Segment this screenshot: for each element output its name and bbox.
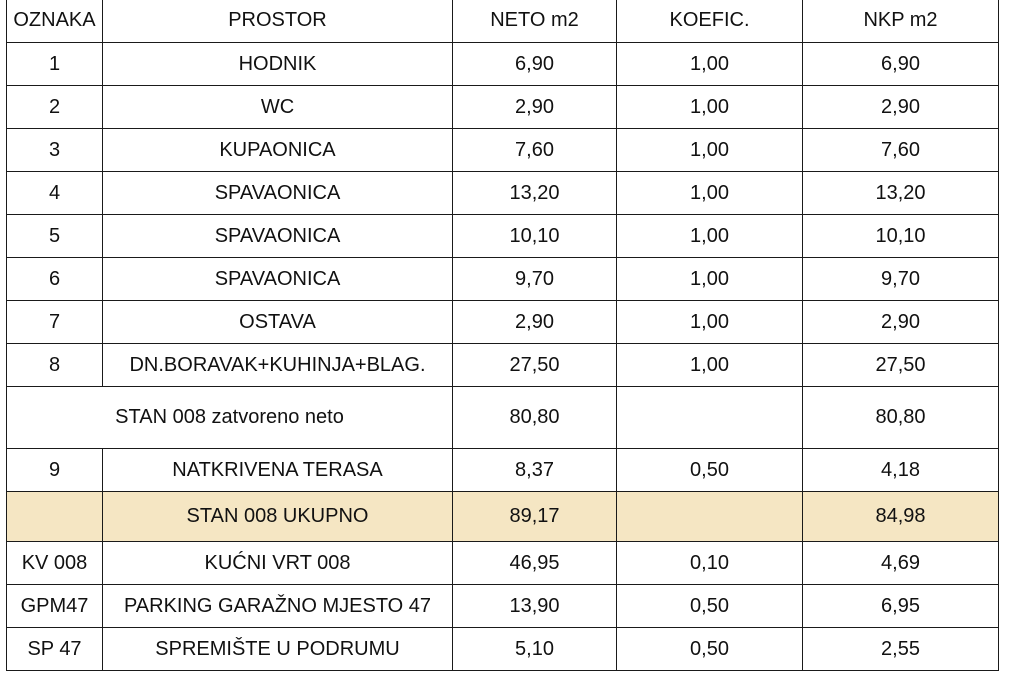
subtotal-koef-empty xyxy=(617,387,803,449)
cell-neto: 7,60 xyxy=(453,129,617,172)
cell-nkp: 4,18 xyxy=(803,449,999,492)
cell-neto: 10,10 xyxy=(453,215,617,258)
cell-nkp: 4,69 xyxy=(803,542,999,585)
cell-nkp: 7,60 xyxy=(803,129,999,172)
table-row xyxy=(7,301,999,344)
cell-prostor: PARKING GARAŽNO MJESTO 47 xyxy=(103,585,453,628)
cell-oznaka: GPM47 xyxy=(7,585,103,628)
total-label: STAN 008 UKUPNO xyxy=(103,492,453,542)
table-header-row xyxy=(7,0,999,43)
table-row xyxy=(7,628,999,671)
cell-nkp: 9,70 xyxy=(803,258,999,301)
cell-oznaka: 5 xyxy=(7,215,103,258)
cell-nkp: 2,55 xyxy=(803,628,999,671)
subtotal-neto: 80,80 xyxy=(453,387,617,449)
cell-neto: 2,90 xyxy=(453,301,617,344)
cell-neto: 13,20 xyxy=(453,172,617,215)
terrace-row xyxy=(7,449,999,492)
table-row xyxy=(7,86,999,129)
header-oznaka: OZNAKA xyxy=(7,0,103,43)
cell-prostor: SPREMIŠTE U PODRUMU xyxy=(103,628,453,671)
cell-koef: 1,00 xyxy=(617,86,803,129)
cell-neto: 9,70 xyxy=(453,258,617,301)
area-table xyxy=(6,0,999,671)
cell-prostor: KUĆNI VRT 008 xyxy=(103,542,453,585)
table-row xyxy=(7,43,999,86)
header-koef: KOEFIC. xyxy=(617,0,803,43)
cell-prostor: HODNIK xyxy=(103,43,453,86)
cell-nkp: 6,95 xyxy=(803,585,999,628)
header-prostor: PROSTOR xyxy=(103,0,453,43)
cell-oznaka: 4 xyxy=(7,172,103,215)
total-nkp: 84,98 xyxy=(803,492,999,542)
cell-nkp: 27,50 xyxy=(803,344,999,387)
cell-koef: 1,00 xyxy=(617,258,803,301)
cell-prostor: SPAVAONICA xyxy=(103,215,453,258)
cell-neto: 2,90 xyxy=(453,86,617,129)
cell-prostor: DN.BORAVAK+KUHINJA+BLAG. xyxy=(103,344,453,387)
cell-neto: 6,90 xyxy=(453,43,617,86)
table-row xyxy=(7,258,999,301)
cell-koef: 1,00 xyxy=(617,215,803,258)
cell-koef: 1,00 xyxy=(617,344,803,387)
total-row xyxy=(7,492,999,542)
cell-oznaka: 3 xyxy=(7,129,103,172)
cell-prostor: SPAVAONICA xyxy=(103,172,453,215)
table-row xyxy=(7,129,999,172)
cell-neto: 27,50 xyxy=(453,344,617,387)
table-row xyxy=(7,344,999,387)
subtotal-row xyxy=(7,387,999,449)
cell-nkp: 2,90 xyxy=(803,86,999,129)
cell-oznaka: 6 xyxy=(7,258,103,301)
subtotal-nkp: 80,80 xyxy=(803,387,999,449)
cell-koef: 1,00 xyxy=(617,43,803,86)
cell-prostor: NATKRIVENA TERASA xyxy=(103,449,453,492)
cell-oznaka: 7 xyxy=(7,301,103,344)
header-neto: NETO m2 xyxy=(453,0,617,43)
cell-neto: 46,95 xyxy=(453,542,617,585)
cell-koef: 1,00 xyxy=(617,129,803,172)
total-oznaka-empty xyxy=(7,492,103,542)
cell-koef: 1,00 xyxy=(617,172,803,215)
total-neto: 89,17 xyxy=(453,492,617,542)
cell-oznaka: 1 xyxy=(7,43,103,86)
cell-neto: 8,37 xyxy=(453,449,617,492)
cell-koef: 0,50 xyxy=(617,585,803,628)
cell-nkp: 6,90 xyxy=(803,43,999,86)
cell-prostor: WC xyxy=(103,86,453,129)
cell-oznaka: 2 xyxy=(7,86,103,129)
table-row xyxy=(7,585,999,628)
cell-koef: 0,50 xyxy=(617,628,803,671)
cell-nkp: 2,90 xyxy=(803,301,999,344)
cell-neto: 5,10 xyxy=(453,628,617,671)
cell-prostor: SPAVAONICA xyxy=(103,258,453,301)
cell-oznaka: 9 xyxy=(7,449,103,492)
cell-nkp: 10,10 xyxy=(803,215,999,258)
cell-nkp: 13,20 xyxy=(803,172,999,215)
cell-prostor: KUPAONICA xyxy=(103,129,453,172)
header-nkp: NKP m2 xyxy=(803,0,999,43)
table-row xyxy=(7,172,999,215)
cell-neto: 13,90 xyxy=(453,585,617,628)
cell-koef: 0,10 xyxy=(617,542,803,585)
table-row xyxy=(7,542,999,585)
total-koef-empty xyxy=(617,492,803,542)
subtotal-label: STAN 008 zatvoreno neto xyxy=(7,387,453,449)
table-row xyxy=(7,215,999,258)
cell-prostor: OSTAVA xyxy=(103,301,453,344)
cell-koef: 0,50 xyxy=(617,449,803,492)
cell-oznaka: 8 xyxy=(7,344,103,387)
cell-oznaka: KV 008 xyxy=(7,542,103,585)
cell-koef: 1,00 xyxy=(617,301,803,344)
cell-oznaka: SP 47 xyxy=(7,628,103,671)
